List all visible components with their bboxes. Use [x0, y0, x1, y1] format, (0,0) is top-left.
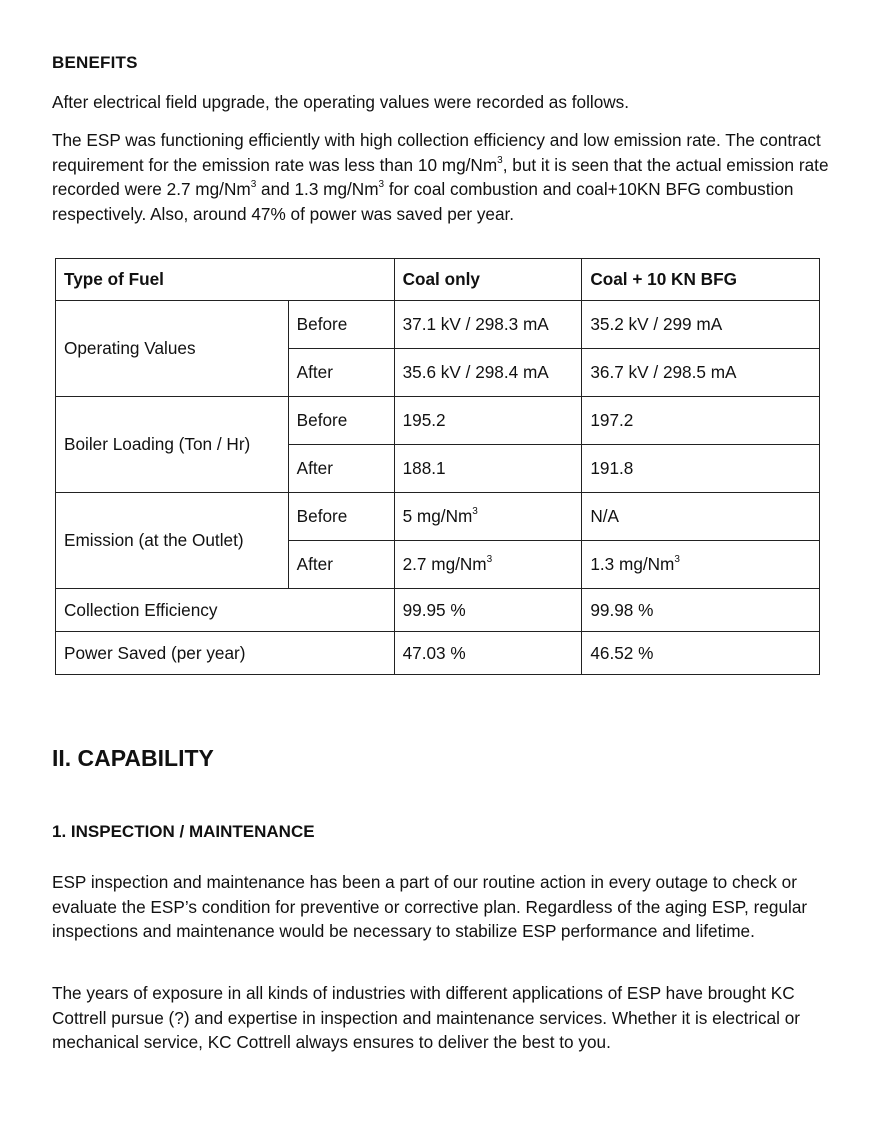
header-type-of-fuel: Type of Fuel — [56, 259, 395, 301]
header-coal-bfg: Coal + 10 KN BFG — [582, 259, 820, 301]
row-label-power-saved: Power Saved (per year) — [56, 632, 395, 675]
benefits-heading: BENEFITS — [52, 53, 138, 72]
inspection-paragraph-2: The years of exposure in all kinds of industries with different applications of ESP have brought KC Cottrell pursue (?) and expertise in inspection and maintenance services. Whether it is electrical or mechanical service, KC Cottrell always ensures to deliver the best to you. — [52, 983, 801, 1052]
cell-coal: 5 mg/Nm$^3$ — [394, 493, 582, 541]
stage-after: After — [288, 541, 394, 589]
benefits-intro: After electrical field upgrade, the operating values were recorded as follows. — [52, 92, 630, 112]
stage-after: After — [288, 349, 394, 397]
cell-coal: 37.1 kV / 298.3 mA — [394, 301, 582, 349]
group-label-emission: Emission (at the Outlet) — [56, 493, 289, 589]
cell-coal: 188.1 — [394, 445, 582, 493]
cell-bfg: 46.52 % — [582, 632, 820, 675]
table-row — [56, 632, 820, 675]
group-label-boiler-loading: Boiler Loading (Ton / Hr) — [56, 397, 289, 493]
cell-coal: 2.7 mg/Nm$^3$ — [394, 541, 582, 589]
stage-after: After — [288, 445, 394, 493]
group-label-operating-values: Operating Values — [56, 301, 289, 397]
table-header-row — [56, 259, 820, 301]
table-row — [56, 301, 820, 349]
cell-bfg: 1.3 mg/Nm$^3$ — [582, 541, 820, 589]
cell-bfg: 35.2 kV / 299 mA — [582, 301, 820, 349]
section-title-capability: II. CAPABILITY — [52, 745, 214, 771]
stage-before: Before — [288, 301, 394, 349]
cell-coal: 99.95 % — [394, 589, 582, 632]
subsection-title-inspection: 1. INSPECTION / MAINTENANCE — [52, 822, 315, 841]
operating-values-table — [55, 258, 820, 675]
stage-before: Before — [288, 397, 394, 445]
cell-coal: 47.03 % — [394, 632, 582, 675]
cell-coal: 195.2 — [394, 397, 582, 445]
cell-bfg: 191.8 — [582, 445, 820, 493]
cell-bfg: 197.2 — [582, 397, 820, 445]
benefits-paragraph: The ESP was functioning efficiently with high collection efficiency and low emission rate. The contract requirement for the emission rate was less than 10 mg/Nm$^3$, but it is seen that the actual emission rate recorded were 2.7 mg/Nm$^3$ and 1.3 mg/Nm$^3$ for coal combustion and coal+10KN BFG combustion respectively. Also, around 47% of power was saved per year. — [52, 130, 829, 224]
table-row — [56, 397, 820, 445]
table-row — [56, 493, 820, 541]
stage-before: Before — [288, 493, 394, 541]
cell-coal: 35.6 kV / 298.4 mA — [394, 349, 582, 397]
cell-bfg: 36.7 kV / 298.5 mA — [582, 349, 820, 397]
table-row — [56, 589, 820, 632]
row-label-collection-efficiency: Collection Efficiency — [56, 589, 395, 632]
cell-bfg: N/A — [582, 493, 820, 541]
header-coal-only: Coal only — [394, 259, 582, 301]
inspection-paragraph-1: ESP inspection and maintenance has been a part of our routine action in every outage to check or evaluate the ESP’s condition for preventive or corrective plan. Regardless of the aging ESP, regular inspections and maintenance would be necessary to stabilize ESP performance and lifetime. — [52, 872, 808, 941]
cell-bfg: 99.98 % — [582, 589, 820, 632]
